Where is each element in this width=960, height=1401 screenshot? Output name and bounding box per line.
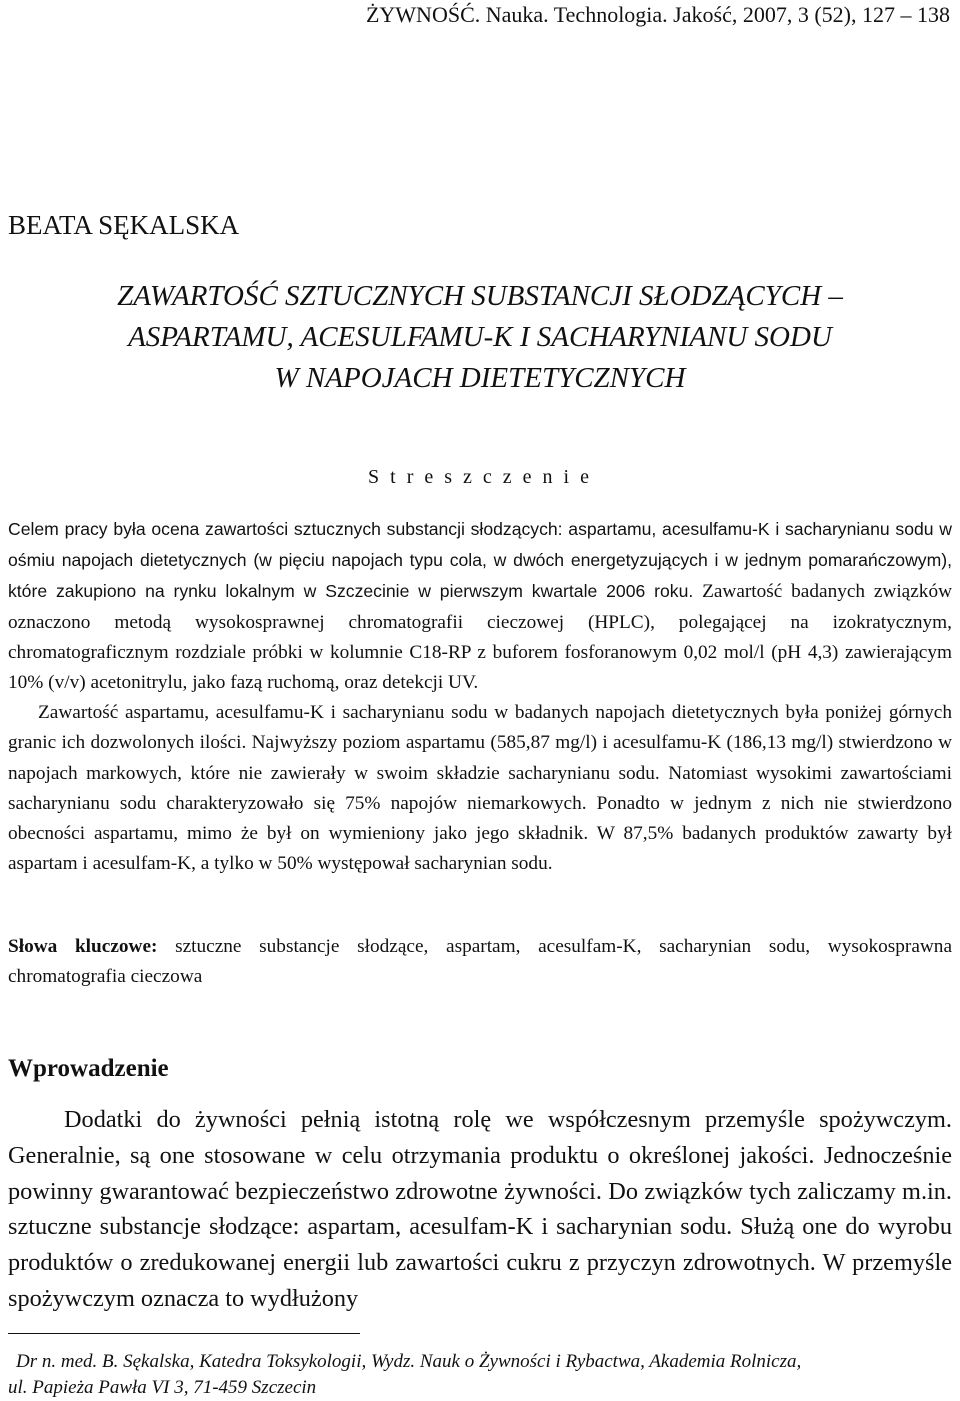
keywords [8,932,952,992]
abstract-heading: S t r e s z c z e n i e [368,466,592,488]
article-title [0,276,960,399]
abstract-body [8,514,952,879]
footnote-line-2: ul. Papieża Pawła VI 3, 71-459 Szczecin [8,1377,317,1398]
title-line-1: ZAWARTOŚĆ SZTUCZNYCH SUBSTANCJI SŁODZĄCYCH – [117,280,843,312]
title-line-3: W NAPOJACH DIETETYCZNYCH [274,362,686,394]
journal-citation: ŻYWNOŚĆ. Nauka. Technologia. Jakość, 2007, 3 (52), 127 – 138 [365,2,950,27]
author-name: BEATA SĘKALSKA [8,210,240,240]
footnote-divider [8,1333,360,1334]
abstract-lead-text: Celem pracy była ocena zawartości sztucznych substancji słodzących: aspartamu, acesulfamu-K i sacharynianu sodu w ośmiu napojach dietetycznych (w pięciu napojach typu cola, w dwóch energetyzujących i w jednym pomarańczowym), które zakupiono na rynku lokalnym w Szczecinie w pierwszym kwartale 2006 roku. [8,519,952,602]
keywords-text: sztuczne substancje słodzące, aspartam, acesulfam-K, sacharynian sodu, wysokosprawna chromatografia cieczowa [8,936,953,988]
abstract-paragraph-2: Zawartość aspartamu, acesulfamu-K i sacharynianu sodu w badanych napojach dietetycznych była poniżej górnych granic ich dozwolonych ilości. Najwyższy poziom aspartamu (585,87 mg/l) i acesulfamu-K (186,13 mg/l) stwierdzono w napojach markowych, które nie zawierały w swoim składzie sacharynianu sodu. Natomiast wysokimi zawartościami sacharynianu sodu charakteryzowało się 75% napojów niemarkowych. Ponadto w jednym z nich nie stwierdzono obecności aspartamu, mimo że był on wymieniony jako jego składnik. W 87,5% badanych produktów zawarty był aspartam i acesulfam-K, a tylko w 50% występował sacharynian sodu. [8,702,952,875]
footnote-line-1: Dr n. med. B. Sękalska, Katedra Toksykologii, Wydz. Nauk o Żywności i Rybactwa, Akademia Rolnicza, [16,1351,802,1372]
title-line-2: ASPARTAMU, ACESULFAMU-K I SACHARYNIANU SODU [128,321,832,353]
abstract-method-text: Zawartość badanych związków oznaczono metodą wysokosprawnej chromatografii cieczowej (HPLC), polegającej na izokratycznym, chromatograficznym rozdziale próbki w kolumnie C18-RP z buforem fosforanowym 0,02 mol/l (pH 4,3) zawierającym 10% (v/v) acetonitrylu, jako fazą ruchomą, oraz detekcji UV. [8,581,953,694]
introduction-paragraph: Dodatki do żywności pełnią istotną rolę we współczesnym przemyśle spożywczym. Generalnie, są one stosowane w celu otrzymania produktu o określonej jakości. Jednocześnie powinny gwarantować bezpieczeństwo zdrowotne żywności. Do związków tych zaliczamy m.in. sztuczne substancje słodzące: aspartam, acesulfam-K i sacharynian sodu. Służą one do wyrobu produktów o zredukowanej energii lub zawartości cukru z przyczyn zdrowotnych. W przemyśle spożywczym oznacza to wydłużony [8,1106,952,1312]
section-heading-introduction: Wprowadzenie [8,1055,169,1082]
abstract-paragraph-1 [8,514,952,698]
keywords-label: Słowa kluczowe: [8,936,158,957]
author-footnote [8,1349,952,1401]
introduction-body [8,1102,952,1317]
